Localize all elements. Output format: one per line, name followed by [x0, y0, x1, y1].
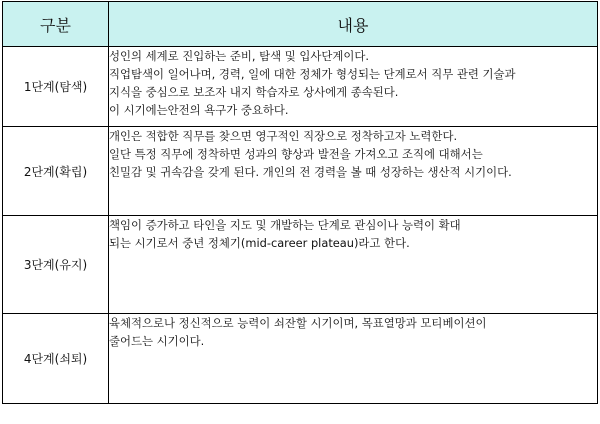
description-line: 책임이 증가하고 타인을 지도 및 개발하는 단계로 관심이나 능력이 확대	[109, 218, 461, 232]
header-row	[3, 2, 598, 47]
stage-description	[109, 127, 598, 216]
description-line: 줄어드는 시기이다.	[109, 334, 205, 348]
description-line: 친밀감 및 귀속감을 갖게 된다. 개인의 전 경력을 볼 때 성장하는 생산적 시기이다.	[109, 165, 512, 179]
stage-description	[109, 314, 598, 404]
stage-label: 2단계(확립)	[3, 127, 109, 216]
stage-description	[109, 47, 598, 127]
header-content: 내용	[109, 2, 598, 47]
header-category: 구분	[3, 2, 109, 47]
stage-label: 4단계(쇠퇴)	[3, 314, 109, 404]
stage-description	[109, 216, 598, 314]
table-row	[3, 47, 598, 127]
table-row	[3, 127, 598, 216]
description-line: 육체적으로나 정신적으로 능력이 쇠잔할 시기이며, 목표열망과 모티베이션이	[109, 316, 487, 330]
description-line: 지식을 중심으로 보조자 내지 학습자로 상사에게 종속된다.	[109, 85, 399, 99]
description-line: 개인은 적합한 직무를 찾으면 영구적인 직장으로 정착하고자 노력한다.	[109, 129, 458, 143]
description-line: 직업탐색이 일어나며, 경력, 일에 대한 정체가 형성되는 단계로서 직무 관련 기술과	[109, 67, 516, 81]
description-line: 되는 시기로서 중년 정체기(mid-career plateau)라고 한다.	[109, 236, 410, 250]
table-row	[3, 216, 598, 314]
description-line: 일단 특정 직무에 정착하면 성과의 향상과 발전을 가져오고 조직에 대해서는	[109, 147, 483, 161]
table-row	[3, 314, 598, 404]
career-stage-table	[2, 1, 598, 404]
description-line: 이 시기에는안전의 욕구가 중요하다.	[109, 103, 289, 117]
stage-label: 1단계(탐색)	[3, 47, 109, 127]
stage-label: 3단계(유지)	[3, 216, 109, 314]
description-line: 성인의 세계로 진입하는 준비, 탐색 및 입사단계이다.	[109, 49, 370, 63]
